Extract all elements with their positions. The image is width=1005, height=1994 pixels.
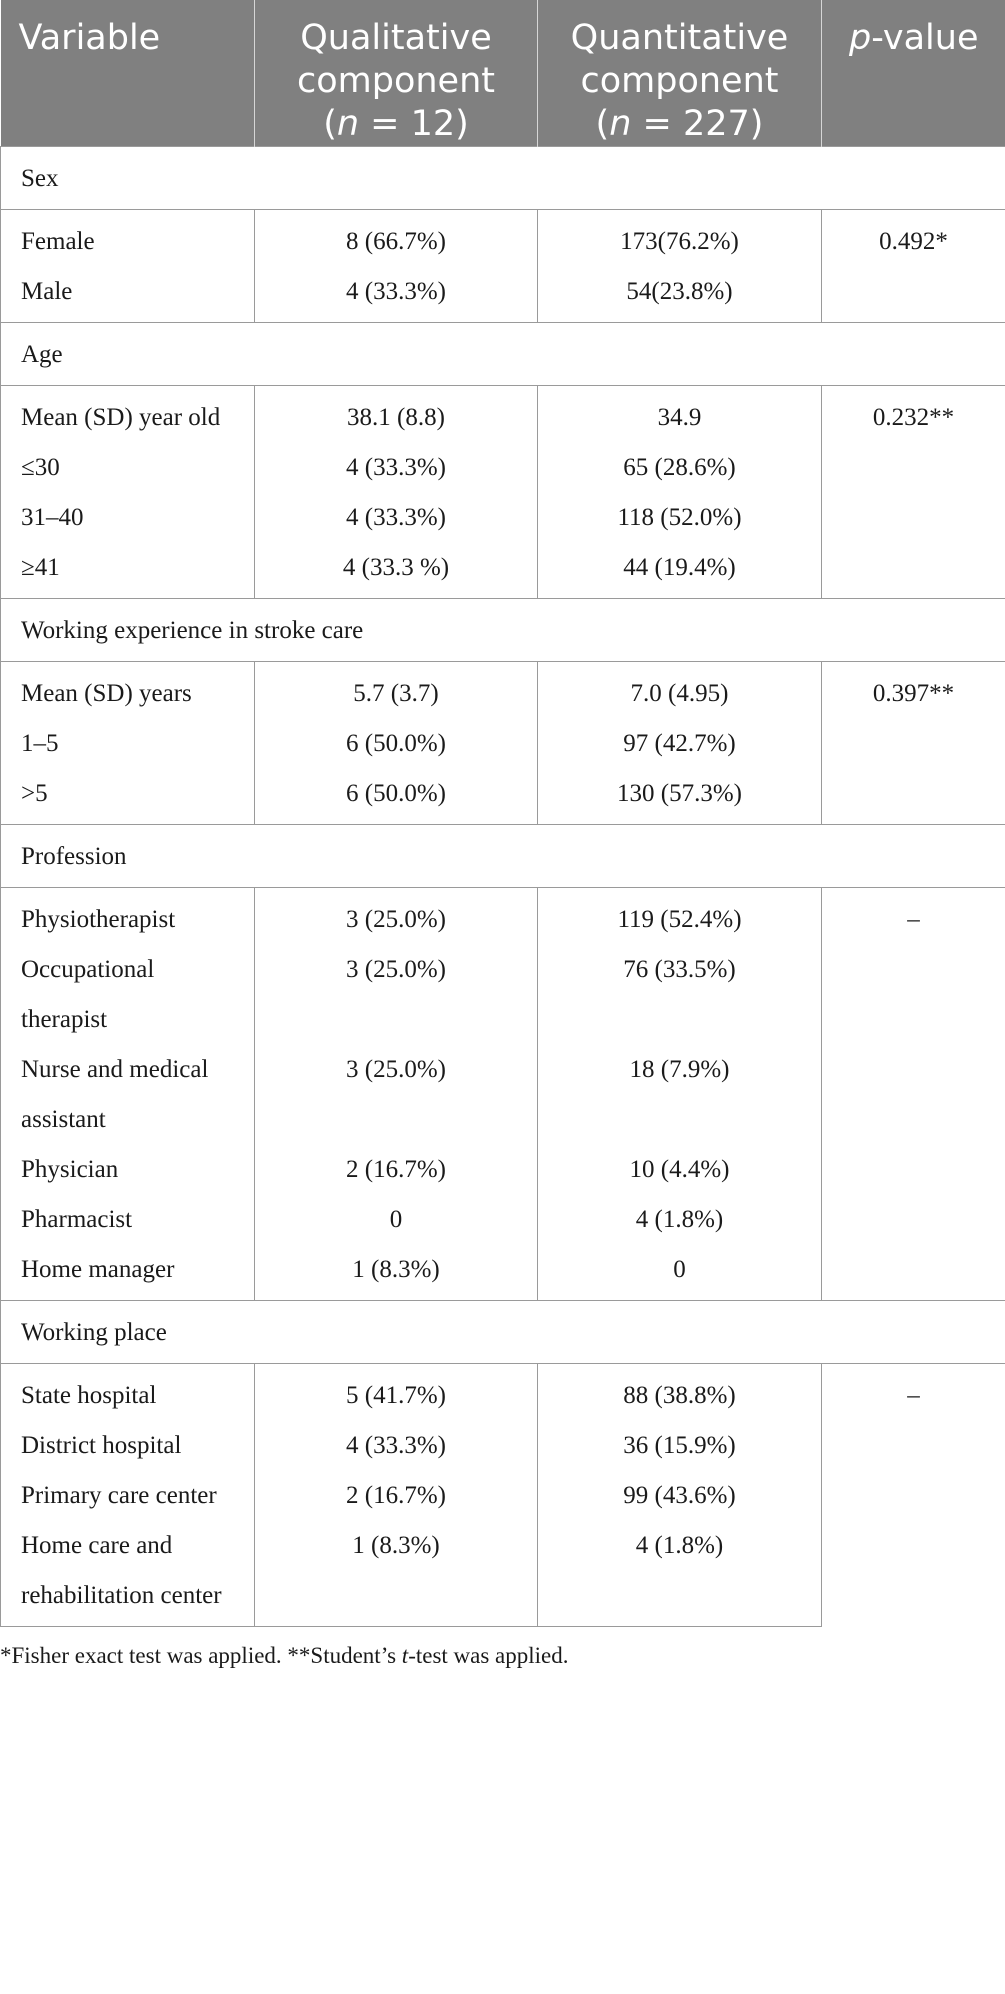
row-label: Pharmacist: [1, 1195, 255, 1245]
row-label: State hospital: [1, 1364, 255, 1422]
quantitative-value: 54(23.8%): [538, 267, 822, 323]
quantitative-value: 7.0 (4.95): [538, 662, 822, 720]
p-value: 0.492*: [822, 210, 1005, 323]
quantitative-value: 44 (19.4%): [538, 543, 822, 599]
p-value: 0.397**: [822, 662, 1005, 825]
row-label: Home care and rehabilitation center: [1, 1521, 255, 1627]
section-row: [1, 825, 1005, 888]
quantitative-value: 97 (42.7%): [538, 719, 822, 769]
row-label: District hospital: [1, 1421, 255, 1471]
header-row: [1, 0, 1005, 147]
header-qual-n-var: n: [336, 104, 360, 144]
header-variable: Variable: [1, 0, 255, 147]
section-row: [1, 1301, 1005, 1364]
section-title: Working place: [1, 1301, 1005, 1364]
table-row: [1, 888, 1005, 946]
qualitative-value: 5.7 (3.7): [255, 662, 538, 720]
qualitative-value: 6 (50.0%): [255, 769, 538, 825]
quantitative-value: 99 (43.6%): [538, 1471, 822, 1521]
row-label: Physiotherapist: [1, 888, 255, 946]
qualitative-value: 8 (66.7%): [255, 210, 538, 268]
quantitative-value: 65 (28.6%): [538, 443, 822, 493]
qualitative-value: 1 (8.3%): [255, 1245, 538, 1301]
section-title: Working experience in stroke care: [1, 599, 1005, 662]
row-label: Male: [1, 267, 255, 323]
table-body: [1, 147, 1005, 1627]
row-label: 31–40: [1, 493, 255, 543]
quantitative-value: 36 (15.9%): [538, 1421, 822, 1471]
qualitative-value: 2 (16.7%): [255, 1145, 538, 1195]
qualitative-value: 4 (33.3%): [255, 267, 538, 323]
header-p-value: p-value: [822, 0, 1005, 147]
qualitative-value: 2 (16.7%): [255, 1471, 538, 1521]
quantitative-value: 119 (52.4%): [538, 888, 822, 946]
header-quant-n-var: n: [609, 104, 632, 144]
section-title: Age: [1, 323, 1005, 386]
quantitative-value: 173(76.2%): [538, 210, 822, 268]
table-row: [1, 210, 1005, 268]
quantitative-value: 34.9: [538, 386, 822, 444]
table-footnote: *Fisher exact test was applied. **Student’s t-test was applied.: [0, 1643, 569, 1668]
p-value: –: [822, 888, 1005, 1301]
quantitative-value: 4 (1.8%): [538, 1195, 822, 1245]
header-qualitative: Qualitative component (n = 12): [255, 0, 538, 147]
row-label: ≥41: [1, 543, 255, 599]
p-value: –: [822, 1364, 1005, 1627]
row-label: >5: [1, 769, 255, 825]
qualitative-value: 4 (33.3%): [255, 1421, 538, 1471]
qualitative-value: 4 (33.3 %): [255, 543, 538, 599]
qualitative-value: 3 (25.0%): [255, 945, 538, 1045]
table-row: [1, 1364, 1005, 1422]
qualitative-value: 4 (33.3%): [255, 443, 538, 493]
table-row: [1, 386, 1005, 444]
qualitative-value: 4 (33.3%): [255, 493, 538, 543]
quantitative-value: 76 (33.5%): [538, 945, 822, 1045]
qualitative-value: 6 (50.0%): [255, 719, 538, 769]
qualitative-value: 3 (25.0%): [255, 1045, 538, 1145]
qualitative-value: 0: [255, 1195, 538, 1245]
row-label: ≤30: [1, 443, 255, 493]
row-label: Home manager: [1, 1245, 255, 1301]
section-row: [1, 323, 1005, 386]
qualitative-value: 3 (25.0%): [255, 888, 538, 946]
quantitative-value: 118 (52.0%): [538, 493, 822, 543]
quantitative-value: 4 (1.8%): [538, 1521, 822, 1627]
section-row: [1, 147, 1005, 210]
row-label: Nurse and medical assistant: [1, 1045, 255, 1145]
row-label: Physician: [1, 1145, 255, 1195]
table-header: [1, 0, 1005, 147]
table-row: [1, 662, 1005, 720]
header-quantitative: Quantitative component (n = 227): [538, 0, 822, 147]
row-label: Primary care center: [1, 1471, 255, 1521]
row-label: Occupational therapist: [1, 945, 255, 1045]
row-label: 1–5: [1, 719, 255, 769]
section-title: Profession: [1, 825, 1005, 888]
row-label: Mean (SD) year old: [1, 386, 255, 444]
quantitative-value: 88 (38.8%): [538, 1364, 822, 1422]
quantitative-value: 130 (57.3%): [538, 769, 822, 825]
p-value: 0.232**: [822, 386, 1005, 599]
quantitative-value: 0: [538, 1245, 822, 1301]
qualitative-value: 38.1 (8.8): [255, 386, 538, 444]
quantitative-value: 10 (4.4%): [538, 1145, 822, 1195]
row-label: Mean (SD) years: [1, 662, 255, 720]
row-label: Female: [1, 210, 255, 268]
quantitative-value: 18 (7.9%): [538, 1045, 822, 1145]
section-row: [1, 599, 1005, 662]
qualitative-value: 1 (8.3%): [255, 1521, 538, 1627]
qualitative-value: 5 (41.7%): [255, 1364, 538, 1422]
section-title: Sex: [1, 147, 1005, 210]
